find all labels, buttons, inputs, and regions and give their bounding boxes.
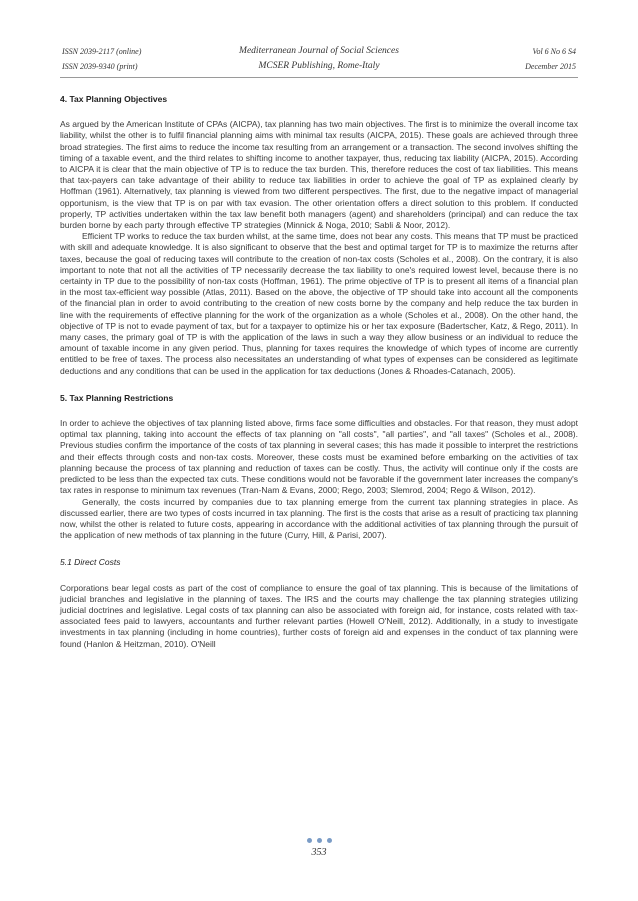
dot-icon xyxy=(327,838,332,843)
issue-date: December 2015 xyxy=(525,62,576,71)
paragraph: As argued by the American Institute of CPAs (AICPA), tax planning has two main objectives. The first is to minimize the overall income tax liability, whilst the other is to fulfil financial planning aims with minimal tax results (AICPA, 2015). These goals are achieved through three broad strategies. The first aims to reduce the income tax resulting from an arrangement or a transaction. The second involves shifting the timing of a taxable event, and the third relates to shifting income to another taxpayer, thus, reducing tax liability (AICPA, 2015). According to AICPA it is clear that the main objective of TP is to reduce the tax burden. This, therefore reduces the cost of tax liabilities. This means that tax-payers can take advantage of their ability to reduce tax liabilities in order to achieve the goal of TP as explained clearly by Hoffman (1961). Alternatively, tax planning is viewed from two different perspectives. The first, due to the negative impact of managerial opportunism, is the view that TP is on par with tax evasion. The other orientation offers a direct solution to this problem. If conducted properly, TP activities undertaken within the tax law benefit both managers (agent) and shareholders (principal) and can reduce the tax burden borne by each party through effective TP strategies (Minnick & Noga, 2010; Sabli & Noor, 2012). xyxy=(60,119,578,231)
journal-block xyxy=(60,44,578,74)
dot-icon xyxy=(317,838,322,843)
volume-block xyxy=(525,44,576,74)
dot-icon xyxy=(307,838,312,843)
volume-issue: Vol 6 No 6 S4 xyxy=(532,47,576,56)
page-header xyxy=(60,41,578,78)
decorative-dots xyxy=(0,838,638,843)
section-heading-tax-planning-objectives: 4. Tax Planning Objectives xyxy=(60,94,168,104)
page-footer xyxy=(0,838,638,858)
journal-title: Mediterranean Journal of Social Sciences xyxy=(239,46,399,56)
issn-print: ISSN 2039-9340 (print) xyxy=(62,62,138,71)
paragraph: Efficient TP works to reduce the tax burden whilst, at the same time, does not bear any costs. This means that TP must be practiced with skill and adequate knowledge. It is also significant to observe that the best and optimal target for TP is to maximize the returns after taxes, because the goal of reducing taxes will contribute to the creation of non-tax costs (Scholes et al., 2008). On the contrary, it is also important to note that not all the activities of TP necessarily decrease the tax liability to one's required lowest level, because there is no certainty in TP due to the possibility of non-tax costs (Hoffman, 1961). The prime objective of TP is to present all items of a financial plan in the most tax-efficient way possible (Atlas, 2011). Based on the above, the objective of TP should take into account all the components of the financial plan in order to avoid contributing to the creation of new costs borne by the company and help reduce the tax burden in line with the requirements of effective planning for the work of the organization as a whole (Scholes et al., 2008). On the other hand, the objective of TP is not to evade payment of tax, but for a taxpayer to optimize his or her tax exposure (Badertscher, Katz, & Rego, 2011). In many cases, the primary goal of TP is with the application of the laws in such a way they allow business or an individual to reduce the amount of taxable income in any given period. Thus, planning for taxes requires the knowledge of which types of income are currently entitled to be free of taxes. The process also necessitates an understanding of what types of expenses can be considered as legitimate deductions and any conditions that can be used in the application for tax deductions (Jones & Rhoades-Catanach, 2005). xyxy=(60,231,578,376)
page-number: 353 xyxy=(311,847,327,858)
paragraph: Corporations bear legal costs as part of the cost of compliance to ensure the goal of tax planning. This is because of the limitations of judicial branches and legislative in the planning of taxes. The IRS and the courts may challenge the tax planning strategies utilizing judicial doctrines and legislative. Legal costs of tax planning can also be associated with foreign aid, for instance, costs related with tax-associated fees paid to lawyers, accountants and further relevant parties (Howell O'Neill, 2012). Additionally, in a study to investigate investments in tax planning (including in home countries), further costs of foreign aid and expenses in the conduct of tax planning were found (Hanlon & Heitzman, 2010). O'Neill xyxy=(60,582,578,649)
section-heading-tax-planning-restrictions: 5. Tax Planning Restrictions xyxy=(60,392,174,403)
paragraph: In order to achieve the objectives of tax planning listed above, firms face some difficulties and obstacles. For that reason, they must adopt optimal tax planning, taking into account the effects of tax planning on "all costs", "all parties", and "all taxes" (Scholes et al., 2008). Previous studies confirm the importance of the costs of tax planning in several cases; this has made it possible to interpret the restrictions and their effects through costs and non-tax costs. Moreover, these costs must be examined before embarking on the activities of tax planning because the process of tax planning and reduction of taxes can be costly. Thus, the activity will continue only if the costs are predicted to be less than the expected tax cuts. These conditions would not be favorable if the government later increases the company's tax rates in response to minimum tax revenues (Tran-Nam & Evans, 2000; Rego, 2003; Slemrod, 2004; Rego & Wilson, 2012). xyxy=(60,418,578,496)
paragraph: Generally, the costs incurred by companies due to tax planning emerge from the current tax planning strategies in place. As discussed earlier, there are two types of costs incurred in tax planning. The first is the costs that arise as a result of practicing tax planning now, whilst the other is related to future costs, appearing in accordance with the additional activities of tax planning through the pursuit of the application of new methods of tax planning in the future (Curry, Hill, & Parisi, 2007). xyxy=(60,496,578,541)
subsection-heading-direct-costs: 5.1 Direct Costs xyxy=(60,557,121,568)
publisher: MCSER Publishing, Rome-Italy xyxy=(258,61,380,71)
issn-online: ISSN 2039-2117 (online) xyxy=(62,47,142,56)
article-body xyxy=(60,94,578,650)
